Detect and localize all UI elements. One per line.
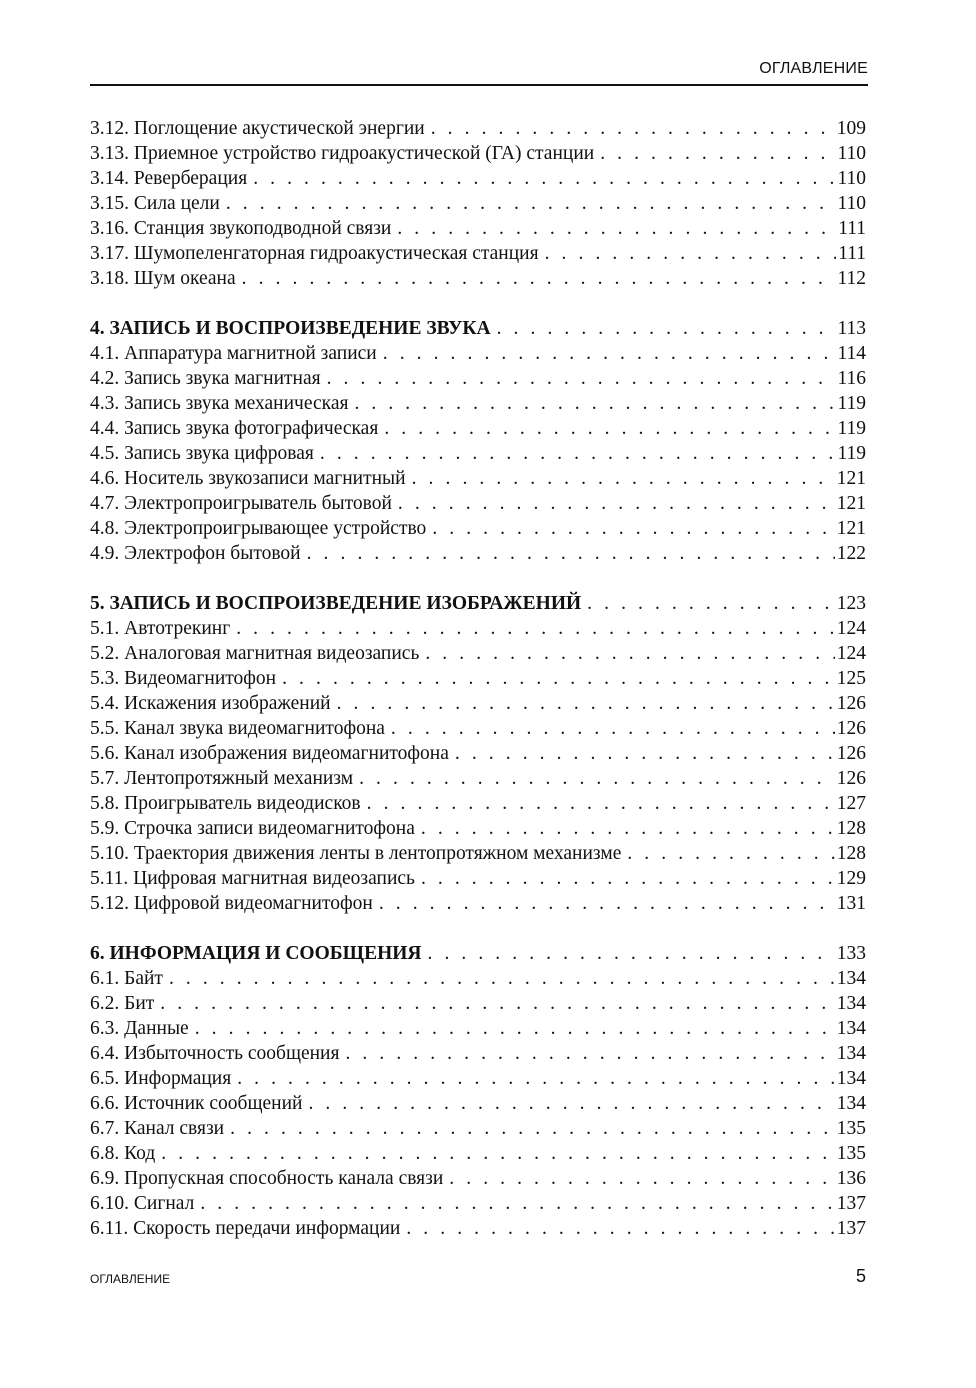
toc-entry-label: 3.18. Шум океана bbox=[90, 268, 236, 289]
toc-entry-label: 6.11. Скорость передачи информации bbox=[90, 1218, 401, 1239]
dot-leader bbox=[425, 641, 834, 666]
dot-leader bbox=[587, 591, 835, 616]
dot-leader bbox=[237, 1066, 835, 1091]
toc-entry[interactable] bbox=[90, 491, 866, 516]
dot-leader bbox=[432, 516, 834, 541]
dot-leader bbox=[412, 466, 835, 491]
dot-leader bbox=[195, 1016, 835, 1041]
toc-entry-label: 4.9. Электрофон бытовой bbox=[90, 543, 301, 564]
toc-entry-page: 134 bbox=[836, 968, 866, 989]
dot-leader bbox=[406, 1216, 834, 1241]
page-header bbox=[90, 58, 868, 86]
toc-entry[interactable] bbox=[90, 616, 866, 641]
toc-entry-label: 5.5. Канал звука видеомагнитофона bbox=[90, 718, 385, 739]
toc-entry[interactable] bbox=[90, 541, 866, 566]
dot-leader bbox=[359, 766, 835, 791]
page-number: 5 bbox=[855, 1266, 866, 1286]
toc-entry[interactable] bbox=[90, 1066, 866, 1091]
toc-entry[interactable] bbox=[90, 991, 866, 1016]
toc-entry-label: 4.2. Запись звука магнитная bbox=[90, 368, 321, 389]
toc-entry[interactable] bbox=[90, 641, 866, 666]
toc-entry-page: 134 bbox=[836, 1068, 866, 1089]
toc-entry-label: 4.6. Носитель звукозаписи магнитный bbox=[90, 468, 406, 489]
toc-entry-page: 127 bbox=[836, 793, 866, 814]
toc-entry[interactable] bbox=[90, 241, 866, 266]
toc-entry-page: 116 bbox=[837, 368, 866, 389]
dot-leader bbox=[169, 966, 835, 991]
toc-entry-page: 121 bbox=[836, 493, 866, 514]
toc-entry-label: 5.3. Видеомагнитофон bbox=[90, 668, 277, 689]
toc-entry-label: 4.3. Запись звука механическая bbox=[90, 393, 349, 414]
toc-entry[interactable] bbox=[90, 1141, 866, 1166]
toc-section bbox=[90, 591, 866, 916]
toc-entry-label: 3.14. Реверберация bbox=[90, 168, 248, 189]
toc-entry-page: 125 bbox=[836, 668, 866, 689]
dot-leader bbox=[160, 991, 834, 1016]
toc-entry[interactable] bbox=[90, 791, 866, 816]
toc-entry-label: 4. ЗАПИСЬ И ВОСПРОИЗВЕДЕНИЕ ЗВУКА bbox=[90, 318, 491, 339]
toc-entry-label: 6.4. Избыточность сообщения bbox=[90, 1043, 340, 1064]
toc-entry-label: 6.8. Код bbox=[90, 1143, 156, 1164]
toc-entry-label: 6.2. Бит bbox=[90, 993, 155, 1014]
toc-entry-label: 6.10. Сигнал bbox=[90, 1193, 195, 1214]
toc-entry[interactable] bbox=[90, 691, 866, 716]
toc-entry[interactable] bbox=[90, 216, 866, 241]
toc-entry-label: 4.1. Аппаратура магнитной записи bbox=[90, 343, 377, 364]
toc-entry-page: 114 bbox=[837, 343, 866, 364]
toc-chapter-heading[interactable] bbox=[90, 316, 866, 341]
toc-entry[interactable] bbox=[90, 866, 866, 891]
toc-entry-page: 137 bbox=[836, 1193, 866, 1214]
dot-leader bbox=[398, 491, 835, 516]
dot-leader bbox=[200, 1191, 834, 1216]
toc-entry[interactable] bbox=[90, 266, 866, 291]
dot-leader bbox=[354, 391, 835, 416]
toc-entry[interactable] bbox=[90, 116, 866, 141]
toc-entry-page: 121 bbox=[836, 468, 866, 489]
toc-entry-label: 5. ЗАПИСЬ И ВОСПРОИЗВЕДЕНИЕ ИЗОБРАЖЕНИЙ bbox=[90, 593, 582, 614]
toc-entry-page: 136 bbox=[836, 1168, 866, 1189]
toc-entry[interactable] bbox=[90, 166, 866, 191]
dot-leader bbox=[253, 166, 835, 191]
toc-entry[interactable] bbox=[90, 891, 866, 916]
dot-leader bbox=[391, 716, 835, 741]
toc-entry-page: 129 bbox=[836, 868, 866, 889]
toc-entry-page: 110 bbox=[837, 143, 866, 164]
toc-entry-label: 6.5. Информация bbox=[90, 1068, 232, 1089]
toc-entry-label: 6.3. Данные bbox=[90, 1018, 189, 1039]
dot-leader bbox=[600, 141, 835, 166]
dot-leader bbox=[455, 741, 835, 766]
toc-entry[interactable] bbox=[90, 516, 866, 541]
toc-entry-page: 123 bbox=[836, 593, 866, 614]
toc-entry[interactable] bbox=[90, 441, 866, 466]
toc-entry-page: 121 bbox=[836, 518, 866, 539]
toc-entry-page: 126 bbox=[836, 743, 866, 764]
toc-entry-label: 6.6. Источник сообщений bbox=[90, 1093, 303, 1114]
toc-entry-label: 5.6. Канал изображения видеомагнитофона bbox=[90, 743, 449, 764]
toc-entry-page: 134 bbox=[836, 993, 866, 1014]
toc-entry[interactable] bbox=[90, 966, 866, 991]
toc-entry-page: 119 bbox=[837, 393, 866, 414]
dot-leader bbox=[379, 891, 835, 916]
toc-entry-page: 111 bbox=[838, 243, 866, 264]
toc-entry-page: 110 bbox=[837, 193, 866, 214]
toc-entry[interactable] bbox=[90, 841, 866, 866]
toc-entry-page: 110 bbox=[837, 168, 866, 189]
toc-entry[interactable] bbox=[90, 391, 866, 416]
toc-entry-label: 5.4. Искажения изображений bbox=[90, 693, 331, 714]
toc-entry-page: 137 bbox=[836, 1218, 866, 1239]
dot-leader bbox=[282, 666, 835, 691]
toc-entry[interactable] bbox=[90, 766, 866, 791]
toc-entry-page: 122 bbox=[836, 543, 866, 564]
toc-entry[interactable] bbox=[90, 466, 866, 491]
dot-leader bbox=[497, 316, 836, 341]
toc-entry[interactable] bbox=[90, 1041, 866, 1066]
toc-entry-label: 6.7. Канал связи bbox=[90, 1118, 225, 1139]
toc-entry-label: 4.4. Запись звука фотографическая bbox=[90, 418, 379, 439]
dot-leader bbox=[428, 941, 835, 966]
toc-entry-page: 112 bbox=[837, 268, 866, 289]
toc-section bbox=[90, 941, 866, 1241]
toc-entry-page: 133 bbox=[836, 943, 866, 964]
dot-leader bbox=[431, 116, 835, 141]
toc-entry-page: 135 bbox=[836, 1118, 866, 1139]
toc-entry-label: 3.16. Станция звукоподводной связи bbox=[90, 218, 392, 239]
toc-entry-label: 3.12. Поглощение акустической энергии bbox=[90, 118, 425, 139]
toc-entry[interactable] bbox=[90, 1216, 866, 1241]
toc-entry-page: 124 bbox=[836, 618, 866, 639]
dot-leader bbox=[449, 1166, 834, 1191]
toc-entry-label: 5.12. Цифровой видеомагнитофон bbox=[90, 893, 373, 914]
toc-entry[interactable] bbox=[90, 191, 866, 216]
toc-entry[interactable] bbox=[90, 816, 866, 841]
dot-leader bbox=[397, 216, 836, 241]
toc-chapter-heading[interactable] bbox=[90, 591, 866, 616]
toc-entry-label: 5.11. Цифровая магнитная видеозапись bbox=[90, 868, 415, 889]
toc-entry-page: 134 bbox=[836, 1043, 866, 1064]
toc-entry-page: 119 bbox=[837, 443, 866, 464]
dot-leader bbox=[236, 616, 835, 641]
toc-entry-page: 135 bbox=[836, 1143, 866, 1164]
toc-chapter-heading[interactable] bbox=[90, 941, 866, 966]
toc-entry-page: 109 bbox=[836, 118, 866, 139]
dot-leader bbox=[367, 791, 835, 816]
toc-entry-page: 119 bbox=[837, 418, 866, 439]
dot-leader bbox=[383, 341, 836, 366]
toc-entry-page: 131 bbox=[836, 893, 866, 914]
toc-entry[interactable] bbox=[90, 1191, 866, 1216]
toc-entry-page: 126 bbox=[836, 768, 866, 789]
toc-entry[interactable] bbox=[90, 1016, 866, 1041]
toc-entry-label: 3.15. Сила цели bbox=[90, 193, 220, 214]
toc-entry-label: 3.17. Шумопеленгаторная гидроакустическая станция bbox=[90, 243, 539, 264]
dot-leader bbox=[545, 241, 837, 266]
dot-leader bbox=[161, 1141, 834, 1166]
dot-leader bbox=[230, 1116, 835, 1141]
toc-entry[interactable] bbox=[90, 341, 866, 366]
toc-entry-page: 134 bbox=[836, 1093, 866, 1114]
toc-entry-label: 5.2. Аналоговая магнитная видеозапись bbox=[90, 643, 420, 664]
dot-leader bbox=[242, 266, 836, 291]
dot-leader bbox=[421, 866, 835, 891]
toc-entry-page: 134 bbox=[836, 1018, 866, 1039]
toc-entry-label: 4.7. Электропроигрыватель бытовой bbox=[90, 493, 392, 514]
toc-entry[interactable] bbox=[90, 1116, 866, 1141]
toc-entry-label: 4.8. Электропроигрывающее устройство bbox=[90, 518, 427, 539]
toc-section bbox=[90, 316, 866, 566]
toc-entry-label: 5.7. Лентопротяжный механизм bbox=[90, 768, 354, 789]
toc-entry-page: 111 bbox=[838, 218, 866, 239]
dot-leader bbox=[384, 416, 835, 441]
toc-entry[interactable] bbox=[90, 1091, 866, 1116]
toc-entry-page: 124 bbox=[836, 643, 866, 664]
toc-entry-page: 128 bbox=[836, 818, 866, 839]
toc-entry[interactable] bbox=[90, 416, 866, 441]
toc-entry-label: 6. ИНФОРМАЦИЯ И СООБЩЕНИЯ bbox=[90, 943, 422, 964]
dot-leader bbox=[627, 841, 834, 866]
dot-leader bbox=[337, 691, 835, 716]
toc-entry-page: 113 bbox=[837, 318, 866, 339]
toc-entry-label: 5.9. Строчка записи видеомагнитофона bbox=[90, 818, 415, 839]
dot-leader bbox=[307, 541, 835, 566]
footer-title: ОГЛАВЛЕНИЕ bbox=[90, 1272, 171, 1286]
toc-entry-page: 126 bbox=[836, 693, 866, 714]
toc-section bbox=[90, 116, 866, 291]
dot-leader bbox=[226, 191, 836, 216]
dot-leader bbox=[327, 366, 836, 391]
toc-entry[interactable] bbox=[90, 666, 866, 691]
toc-entry-label: 5.10. Траектория движения ленты в лентопротяжном механизме bbox=[90, 843, 622, 864]
toc-entry[interactable] bbox=[90, 716, 866, 741]
table-of-contents bbox=[90, 116, 866, 1266]
toc-entry-page: 126 bbox=[836, 718, 866, 739]
toc-entry-label: 6.9. Пропускная способность канала связи bbox=[90, 1168, 444, 1189]
toc-entry[interactable] bbox=[90, 366, 866, 391]
toc-entry[interactable] bbox=[90, 1166, 866, 1191]
header-title: ОГЛАВЛЕНИЕ bbox=[759, 60, 868, 77]
dot-leader bbox=[320, 441, 836, 466]
toc-entry[interactable] bbox=[90, 141, 866, 166]
dot-leader bbox=[308, 1091, 834, 1116]
toc-entry-label: 5.8. Проигрыватель видеодисков bbox=[90, 793, 361, 814]
toc-entry-label: 5.1. Автотрекинг bbox=[90, 618, 231, 639]
toc-entry-page: 128 bbox=[836, 843, 866, 864]
dot-leader bbox=[345, 1041, 834, 1066]
dot-leader bbox=[421, 816, 835, 841]
toc-entry[interactable] bbox=[90, 741, 866, 766]
toc-entry-label: 4.5. Запись звука цифровая bbox=[90, 443, 314, 464]
toc-entry-label: 6.1. Байт bbox=[90, 968, 163, 989]
toc-entry-label: 3.13. Приемное устройство гидроакустической (ГА) станции bbox=[90, 143, 595, 164]
